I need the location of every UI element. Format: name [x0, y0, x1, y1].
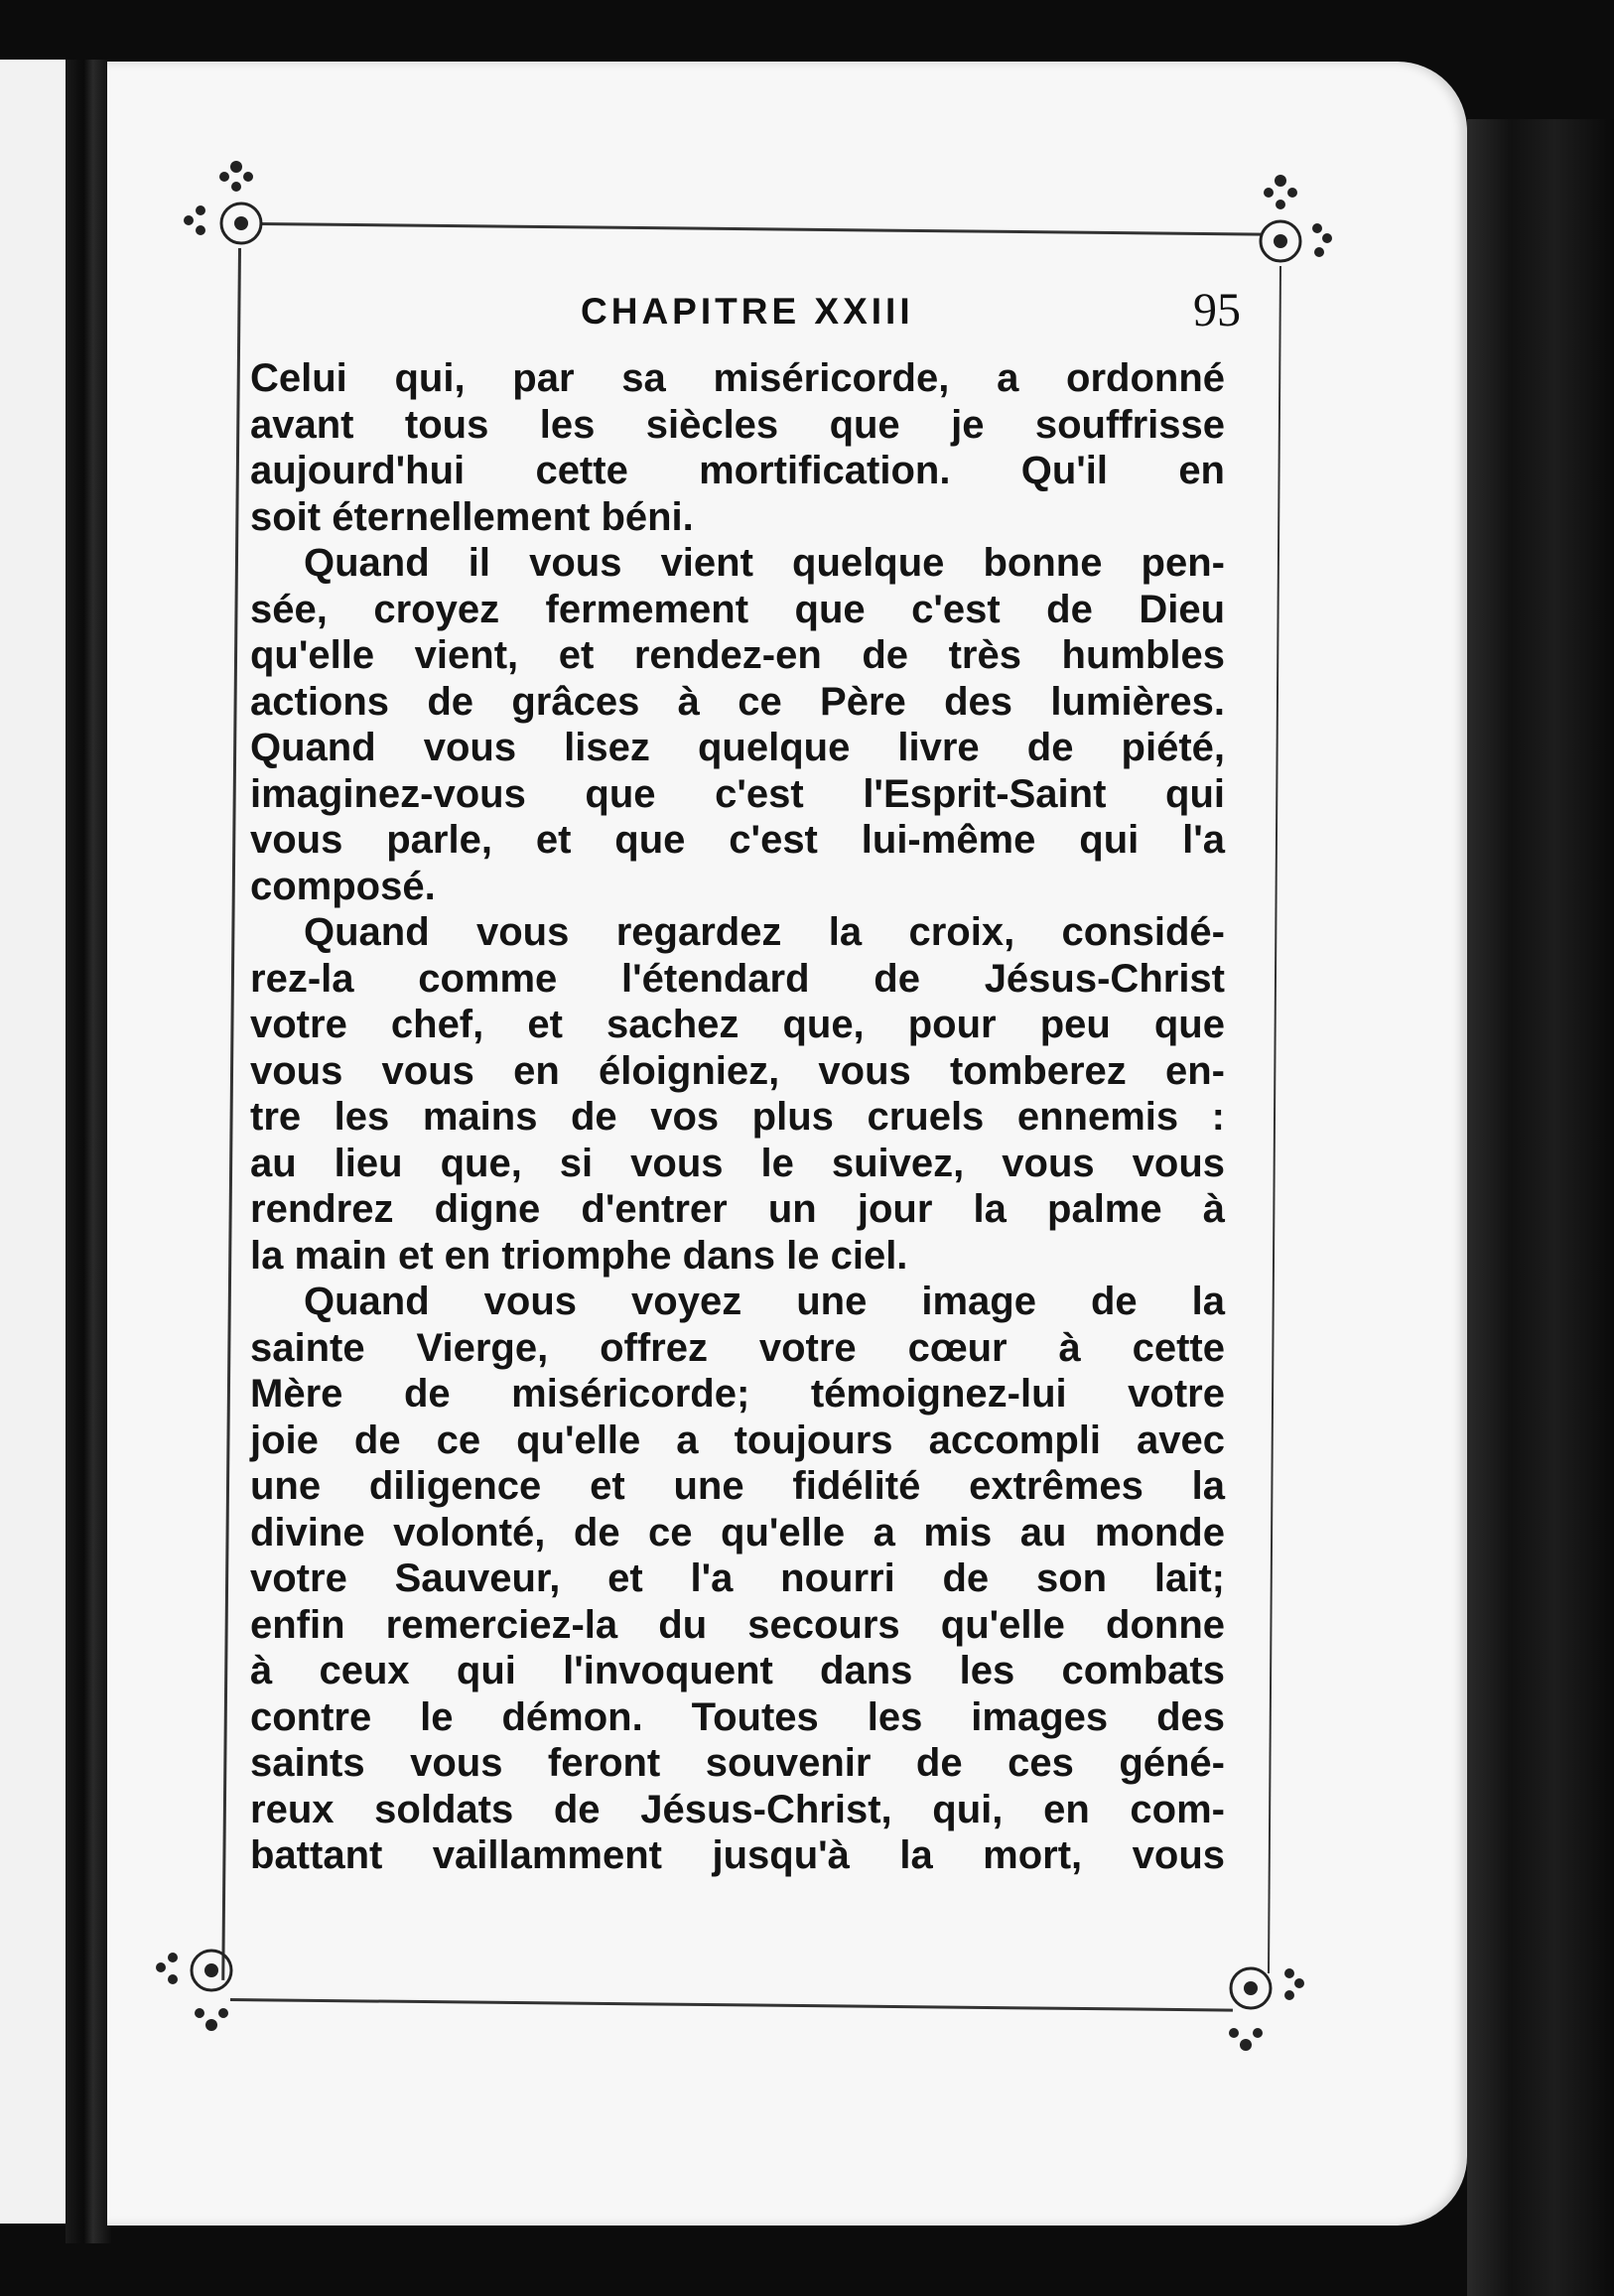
- text-line: reux soldats de Jésus-Christ, qui, en com-: [250, 1787, 1225, 1831]
- corner-ornament-top-left: [177, 149, 306, 278]
- text-line: Mère de miséricorde; témoignez-lui votre: [250, 1372, 1225, 1416]
- corner-ornament-bottom-left: [147, 1916, 276, 2045]
- text-line: aujourd'hui cette mortification. Qu'il en: [250, 449, 1225, 492]
- text-line: soit éternellement béni.: [250, 494, 694, 539]
- text-line: saints vous feront souvenir de ces géné-: [250, 1741, 1225, 1785]
- text-line: battant vaillamment jusqu'à la mort, vous: [250, 1833, 1225, 1877]
- text-line: à ceux qui l'invoquent dans les combats: [250, 1649, 1225, 1692]
- text-line: actions de grâces à ce Père des lumières.: [250, 679, 1225, 724]
- corner-ornament-bottom-right: [1186, 1934, 1315, 2063]
- text-line: votre chef, et sachez que, pour peu que: [250, 1003, 1225, 1046]
- text-line: Celui qui, par sa miséricorde, a ordonné: [250, 356, 1225, 400]
- body-text: [250, 355, 1225, 1879]
- text-line: votre Sauveur, et l'a nourri de son lait;: [250, 1556, 1225, 1600]
- text-line: divine volonté, de ce qu'elle a mis au monde: [250, 1510, 1225, 1554]
- text-line: Quand vous voyez une image de la: [304, 1280, 1225, 1323]
- text-line: Quand vous lisez quelque livre de piété,: [250, 726, 1225, 769]
- text-line: tre les mains de vos plus cruels ennemis :: [250, 1095, 1225, 1139]
- text-line: joie de ce qu'elle a toujours accompli avec: [250, 1418, 1225, 1462]
- book-spine: [66, 60, 111, 2243]
- text-line: une diligence et une fidélité extrêmes la: [250, 1464, 1225, 1508]
- running-header: [581, 283, 1241, 342]
- text-line: la main et en triomphe dans le ciel.: [250, 1233, 908, 1278]
- text-line: qu'elle vient, et rendez-en de très humbles: [250, 633, 1225, 677]
- text-line: rez-la comme l'étendard de Jésus-Christ: [250, 956, 1225, 1001]
- text-line: au lieu que, si vous le suivez, vous vous: [250, 1141, 1225, 1185]
- text-line: vous vous en éloigniez, vous tomberez en-: [250, 1048, 1225, 1093]
- text-line: sée, croyez fermement que c'est de Dieu: [250, 587, 1225, 631]
- text-line: Quand vous regardez la croix, considé-: [304, 910, 1225, 954]
- text-line: sainte Vierge, offrez votre cœur à cette: [250, 1325, 1225, 1370]
- text-line: avant tous les siècles que je souffrisse: [250, 402, 1225, 447]
- page-number: 95: [1193, 284, 1241, 337]
- text-line: composé.: [250, 864, 436, 908]
- book-cover-edge: [1467, 119, 1614, 2296]
- text-line: contre le démon. Toutes les images des: [250, 1694, 1225, 1739]
- chapter-header: CHAPITRE XXIII: [581, 291, 914, 332]
- text-line: imaginez-vous que c'est l'Esprit-Saint qui: [250, 771, 1225, 816]
- corner-ornament-top-right: [1216, 167, 1345, 296]
- text-line: rendrez digne d'entrer un jour la palme à: [250, 1187, 1225, 1231]
- text-line: vous parle, et que c'est lui-même qui l'a: [250, 818, 1225, 862]
- text-line: Quand il vous vient quelque bonne pen-: [304, 541, 1225, 585]
- text-line: enfin remerciez-la du secours qu'elle donne: [250, 1602, 1225, 1647]
